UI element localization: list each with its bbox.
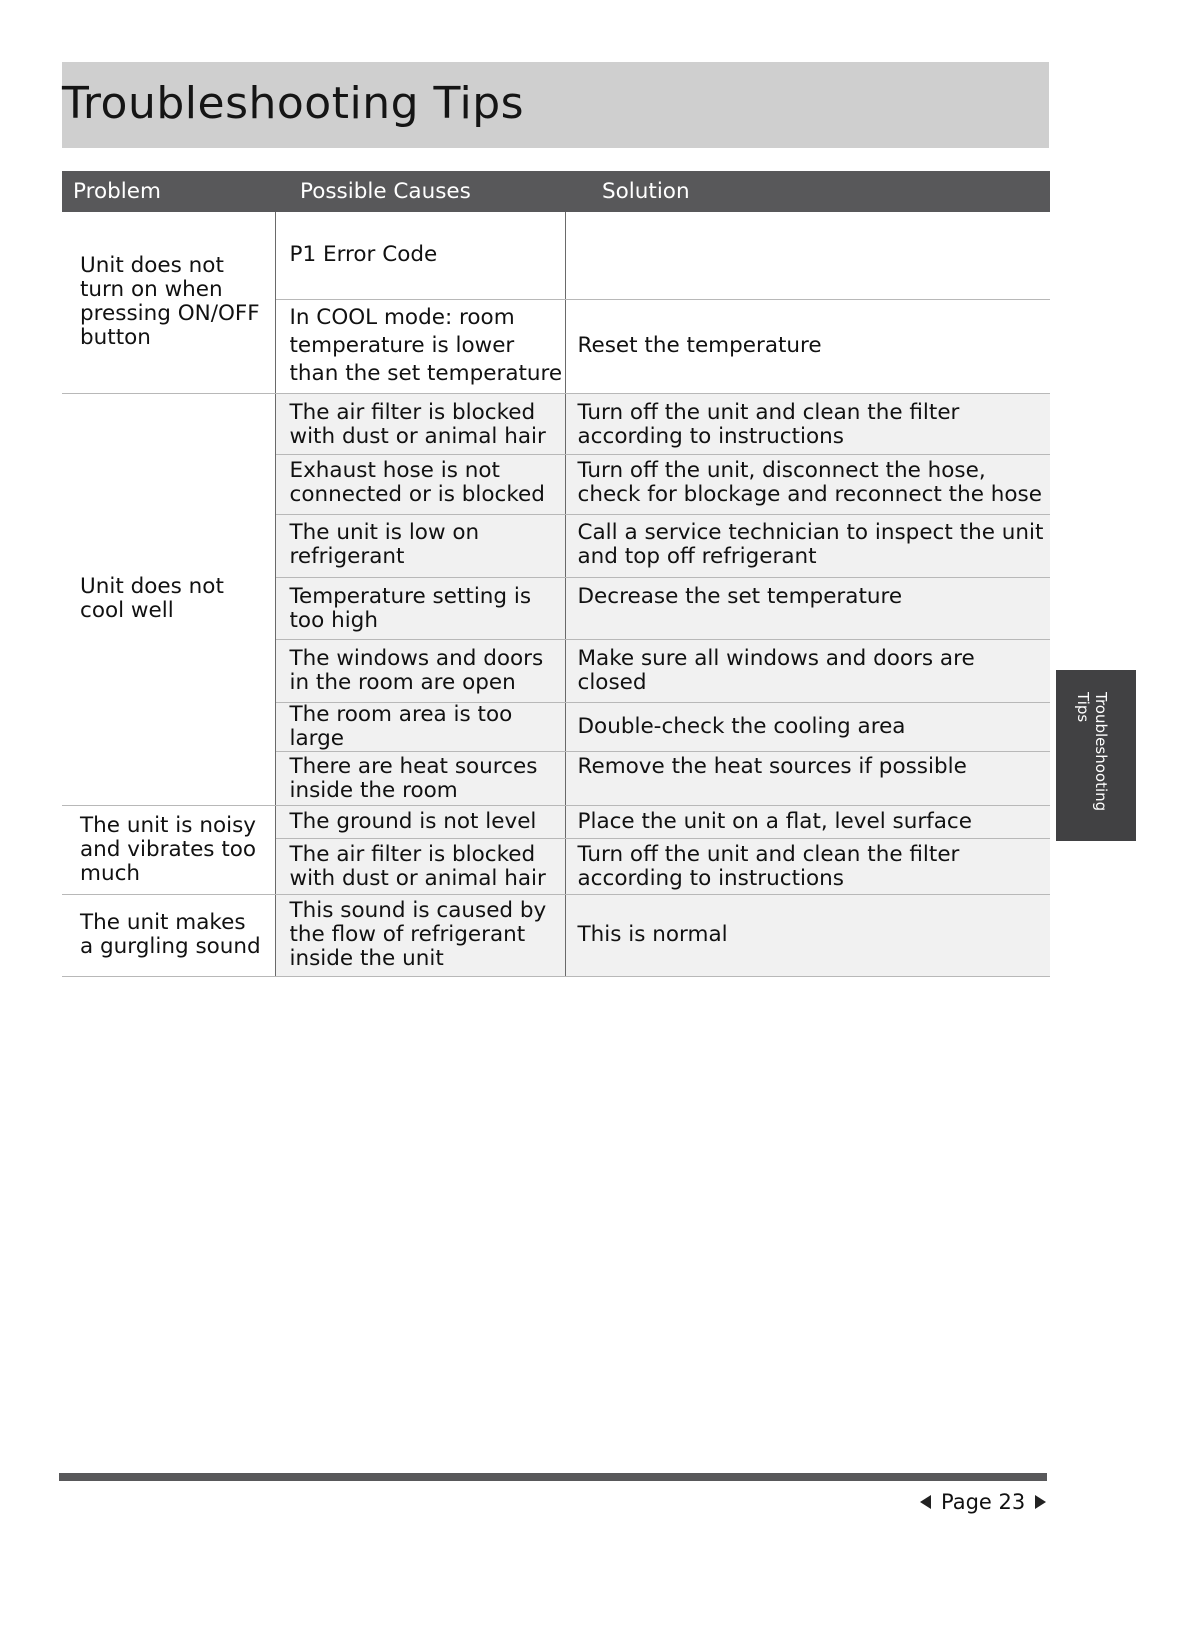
problem-cell: The unit is noisy and vibrates too much	[62, 805, 275, 894]
page-number: Page 23	[941, 1490, 1026, 1514]
cause-cell: The windows and doors in the room are open	[275, 639, 565, 702]
troubleshooting-table	[62, 171, 1050, 977]
cause-cell: The ground is not level	[275, 805, 565, 838]
solution-cell: Remove the heat sources if possible	[565, 751, 1050, 805]
solution-cell: Double-check the cooling area	[565, 702, 1050, 751]
previous-page-icon[interactable]	[920, 1495, 931, 1509]
solution-cell: Place the unit on a flat, level surface	[565, 805, 1050, 838]
header-causes: Possible Causes	[275, 171, 565, 212]
page-title: Troubleshooting Tips	[62, 78, 525, 129]
table-row	[62, 212, 1050, 299]
solution-cell: Call a service technician to inspect the unit and top off refrigerant	[565, 514, 1050, 577]
cause-cell: The room area is too large	[275, 702, 565, 751]
cause-cell: The air filter is blocked with dust or animal hair	[275, 393, 565, 454]
solution-cell: Turn off the unit and clean the filter according to instructions	[565, 838, 1050, 894]
cause-cell: There are heat sources inside the room	[275, 751, 565, 805]
table-row	[62, 894, 1050, 976]
page-navigation	[920, 1490, 1046, 1514]
solution-cell: Decrease the set temperature	[565, 577, 1050, 639]
table-row	[62, 393, 1050, 454]
cause-cell: In COOL mode: room temperature is lower than the set temperature	[275, 299, 565, 393]
problem-cell: Unit does not cool well	[62, 393, 275, 805]
cause-cell: Exhaust hose is not connected or is blocked	[275, 454, 565, 514]
cause-cell: The unit is low on refrigerant	[275, 514, 565, 577]
next-page-icon[interactable]	[1035, 1495, 1046, 1509]
footer-rule	[59, 1473, 1047, 1481]
side-section-tab[interactable]	[1056, 670, 1136, 841]
cause-cell: This sound is caused by the flow of refrigerant inside the unit	[275, 894, 565, 976]
cause-cell: P1 Error Code	[275, 212, 565, 299]
solution-cell: Reset the temperature	[565, 299, 1050, 393]
solution-cell: Make sure all windows and doors are closed	[565, 639, 1050, 702]
solution-cell: This is normal	[565, 894, 1050, 976]
header-problem: Problem	[62, 171, 275, 212]
cause-cell: Temperature setting is too high	[275, 577, 565, 639]
solution-cell: Turn off the unit, disconnect the hose, check for blockage and reconnect the hose	[565, 454, 1050, 514]
solution-cell: Turn off the unit and clean the filter according to instructions	[565, 393, 1050, 454]
solution-cell	[565, 212, 1050, 299]
header-solution: Solution	[565, 171, 1050, 212]
cause-cell: The air filter is blocked with dust or animal hair	[275, 838, 565, 894]
problem-cell: Unit does not turn on when pressing ON/OFF button	[62, 212, 275, 393]
title-banner	[62, 62, 1049, 148]
problem-cell: The unit makes a gurgling sound	[62, 894, 275, 976]
table-row	[62, 805, 1050, 838]
table-header-row	[62, 171, 1050, 212]
side-tab-label: Troubleshooting Tips	[1074, 692, 1110, 812]
